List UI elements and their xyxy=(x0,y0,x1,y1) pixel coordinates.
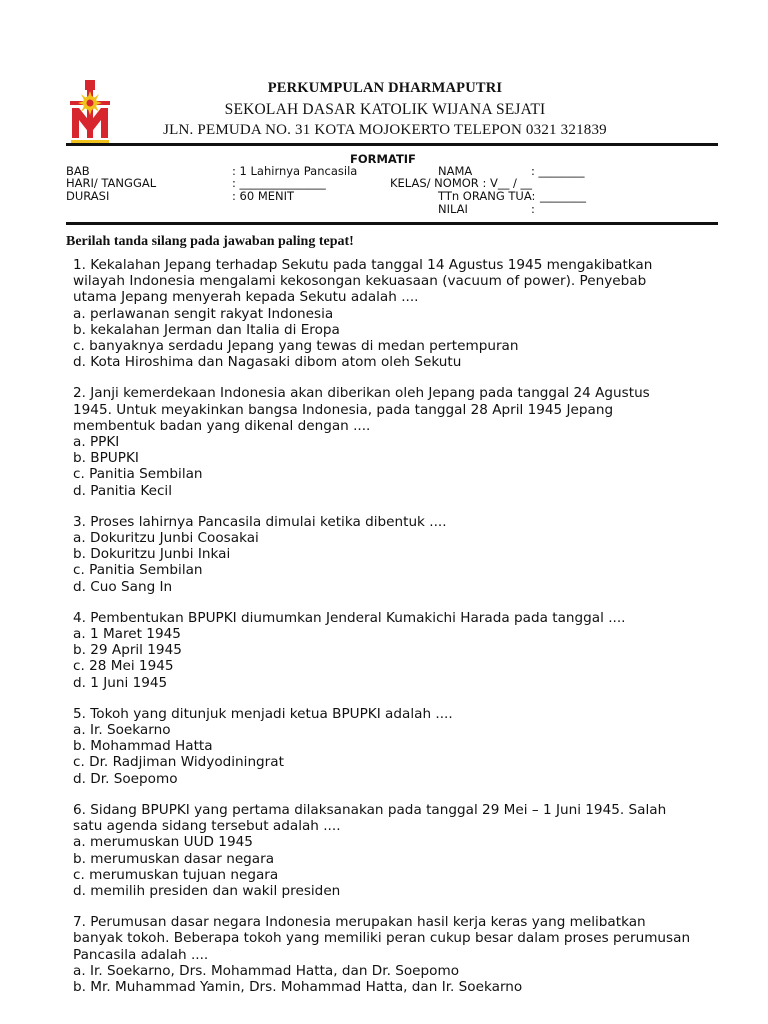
question-item xyxy=(73,802,691,899)
question-item xyxy=(73,514,691,595)
question-list xyxy=(73,257,691,1010)
answer-option[interactable]: d. memilih presiden dan wakil presiden xyxy=(73,882,341,899)
answer-option[interactable]: a. Dokuritzu Junbi Coosakai xyxy=(73,530,259,547)
ttd-orang-tua-label: TTn ORANG TUA: xyxy=(438,189,536,203)
school-name: SEKOLAH DASAR KATOLIK WIJANA SEJATI xyxy=(224,101,546,118)
answer-option[interactable]: c. banyaknya serdadu Jepang yang tewas di medan pertempuran xyxy=(73,338,519,355)
answer-option[interactable]: d. Panitia Kecil xyxy=(73,482,172,499)
question-item xyxy=(73,257,691,370)
durasi-label: DURASI xyxy=(66,189,110,203)
answer-option[interactable]: c. merumuskan tujuan negara xyxy=(73,866,279,883)
question-text: 2. Janji kemerdekaan Indonesia akan diberikan oleh Jepang pada tanggal 24 Agustus 1945. Untuk meyakinkan bangsa Indonesia, pada tanggal 28 April 1945 Jepang membentuk badan yang dikenal dengan .... xyxy=(73,385,650,434)
answer-option[interactable]: b. merumuskan dasar negara xyxy=(73,850,275,867)
answer-option[interactable]: a. PPKI xyxy=(73,434,120,451)
answer-option[interactable]: b. Mohammad Hatta xyxy=(73,738,213,755)
answer-option[interactable]: b. Mr. Muhammad Yamin, Drs. Mohammad Hatta, dan Ir. Soekarno xyxy=(73,978,523,995)
question-text: 5. Tokoh yang ditunjuk menjadi ketua BPUPKI adalah .... xyxy=(73,705,453,722)
answer-option[interactable]: d. 1 Juni 1945 xyxy=(73,674,168,691)
tanggal-label: HARI/ TANGGAL xyxy=(66,176,157,190)
nama-field[interactable]: : ________ xyxy=(531,164,585,178)
answer-option[interactable]: c. Panitia Sembilan xyxy=(73,466,203,483)
header-divider-bottom xyxy=(66,222,718,225)
answer-option[interactable]: a. perlawanan sengit rakyat Indonesia xyxy=(73,305,334,322)
kelas-nomor-field[interactable]: KELAS/ NOMOR : V__ / __ xyxy=(390,176,533,190)
school-address: JLN. PEMUDA NO. 31 KOTA MOJOKERTO TELEPON 0321 321839 xyxy=(163,122,607,138)
answer-option[interactable]: c. Panitia Sembilan xyxy=(73,562,203,579)
tanggal-field[interactable]: : _______________ xyxy=(232,176,326,190)
answer-option[interactable]: c. Dr. Radjiman Widyodiningrat xyxy=(73,754,284,771)
answer-option[interactable]: a. 1 Maret 1945 xyxy=(73,626,181,643)
durasi-value: : 60 MENIT xyxy=(232,189,295,203)
question-item xyxy=(73,610,691,691)
instruction-text: Berilah tanda silang pada jawaban paling tepat! xyxy=(66,234,354,249)
bab-label: BAB xyxy=(66,164,90,178)
answer-option[interactable]: a. Ir. Soekarno xyxy=(73,722,171,739)
question-item xyxy=(73,706,691,787)
question-text: 4. Pembentukan BPUPKI diumumkan Jenderal Kumakichi Harada pada tanggal .... xyxy=(73,609,626,626)
answer-option[interactable]: b. kekalahan Jerman dan Italia di Eropa xyxy=(73,321,340,338)
answer-option[interactable]: a. merumuskan UUD 1945 xyxy=(73,834,253,851)
answer-option[interactable]: c. 28 Mei 1945 xyxy=(73,658,174,675)
ttd-orang-tua-field[interactable]: ________ xyxy=(540,189,586,203)
answer-option[interactable]: b. 29 April 1945 xyxy=(73,642,182,659)
question-text: 3. Proses lahirnya Pancasila dimulai ketika dibentuk .... xyxy=(73,513,447,530)
answer-option[interactable]: d. Kota Hiroshima dan Nagasaki dibom atom oleh Sekutu xyxy=(73,354,462,371)
nilai-field[interactable]: : xyxy=(531,202,535,216)
nilai-label: NILAI xyxy=(438,202,468,216)
question-text: 6. Sidang BPUPKI yang pertama dilaksanakan pada tanggal 29 Mei – 1 Juni 1945. Salah satu agenda sidang tersebut adalah .... xyxy=(73,801,667,835)
header-divider-top xyxy=(66,143,718,146)
answer-option[interactable]: d. Cuo Sang In xyxy=(73,578,173,595)
question-item xyxy=(73,914,691,995)
question-item xyxy=(73,385,691,498)
answer-option[interactable]: d. Dr. Soepomo xyxy=(73,770,178,787)
answer-option[interactable]: b. BPUPKI xyxy=(73,450,139,467)
answer-option[interactable]: b. Dokuritzu Junbi Inkai xyxy=(73,546,231,563)
nama-label: NAMA xyxy=(438,164,473,178)
bab-value: : 1 Lahirnya Pancasila xyxy=(232,164,358,178)
answer-option[interactable]: a. Ir. Soekarno, Drs. Mohammad Hatta, dan Dr. Soepomo xyxy=(73,962,460,979)
form-title: FORMATIF xyxy=(350,152,416,166)
school-logo-icon xyxy=(68,78,112,146)
organization-name: PERKUMPULAN DHARMAPUTRI xyxy=(267,80,503,96)
question-text: 1. Kekalahan Jepang terhadap Sekutu pada tanggal 14 Agustus 1945 mengakibatkan wilayah Indonesia mengalami kekosongan kekuasaan (vacuum of power). Penyebab utama Jepang menyerah kepada Sekutu adalah .... xyxy=(73,257,653,306)
question-text: 7. Perumusan dasar negara Indonesia merupakan hasil kerja keras yang melibatkan banyak tokoh. Beberapa tokoh yang memiliki peran cukup besar dalam proses perumusan Pancasila adalah .... xyxy=(73,914,691,963)
